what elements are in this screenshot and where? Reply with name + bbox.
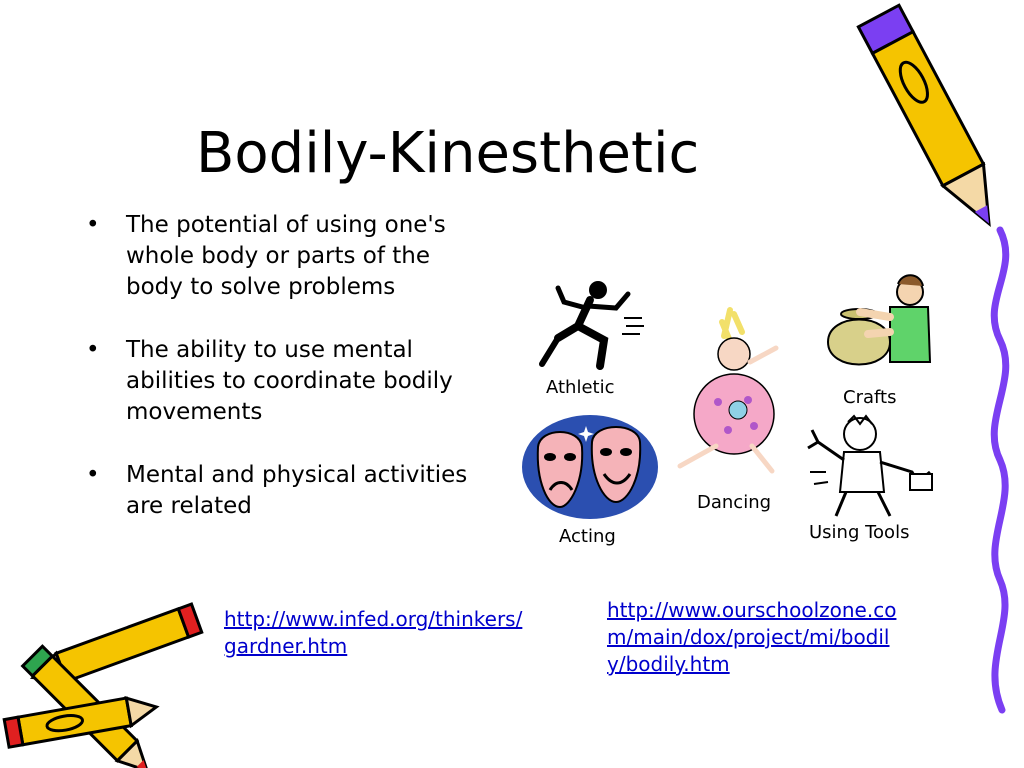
bullet-item: [86, 210, 486, 303]
tools-clipart: [800, 412, 940, 520]
caption-using-tools: Using Tools: [809, 522, 910, 543]
caption-crafts: Crafts: [843, 387, 897, 408]
pencils-icon: [0, 615, 210, 765]
bullet-list: [86, 210, 486, 554]
bullet-item: [86, 335, 486, 428]
bullet-text: The ability to use mental abilities to coordinate bodily movements: [126, 337, 453, 425]
theater-masks-clipart: [520, 412, 660, 522]
link-ourschoolzone-bodily[interactable]: http://www.ourschoolzone.com/main/dox/project/mi/bodily/bodily.htm: [607, 598, 897, 676]
caption-dancing: Dancing: [697, 492, 772, 513]
potter-clipart: [820, 272, 935, 380]
bullet-item: [86, 460, 486, 522]
bullet-marker: •: [86, 337, 100, 363]
caption-acting: Acting: [559, 526, 616, 547]
decorative-swirl-line: [960, 230, 1024, 730]
bullet-marker: •: [86, 462, 100, 488]
bullet-text: The potential of using one's whole body or parts of the body to solve problems: [126, 212, 446, 300]
slide-title: Bodily-Kinesthetic: [196, 121, 700, 186]
link-infed-gardner[interactable]: http://www.infed.org/thinkers/gardner.htm: [224, 607, 523, 658]
runner-clipart: [528, 278, 648, 373]
bullet-marker: •: [86, 212, 100, 238]
bullet-text: Mental and physical activities are related: [126, 462, 468, 519]
pencil-icon: [860, 2, 1010, 242]
caption-athletic: Athletic: [546, 377, 615, 398]
dancer-clipart: [672, 306, 787, 476]
